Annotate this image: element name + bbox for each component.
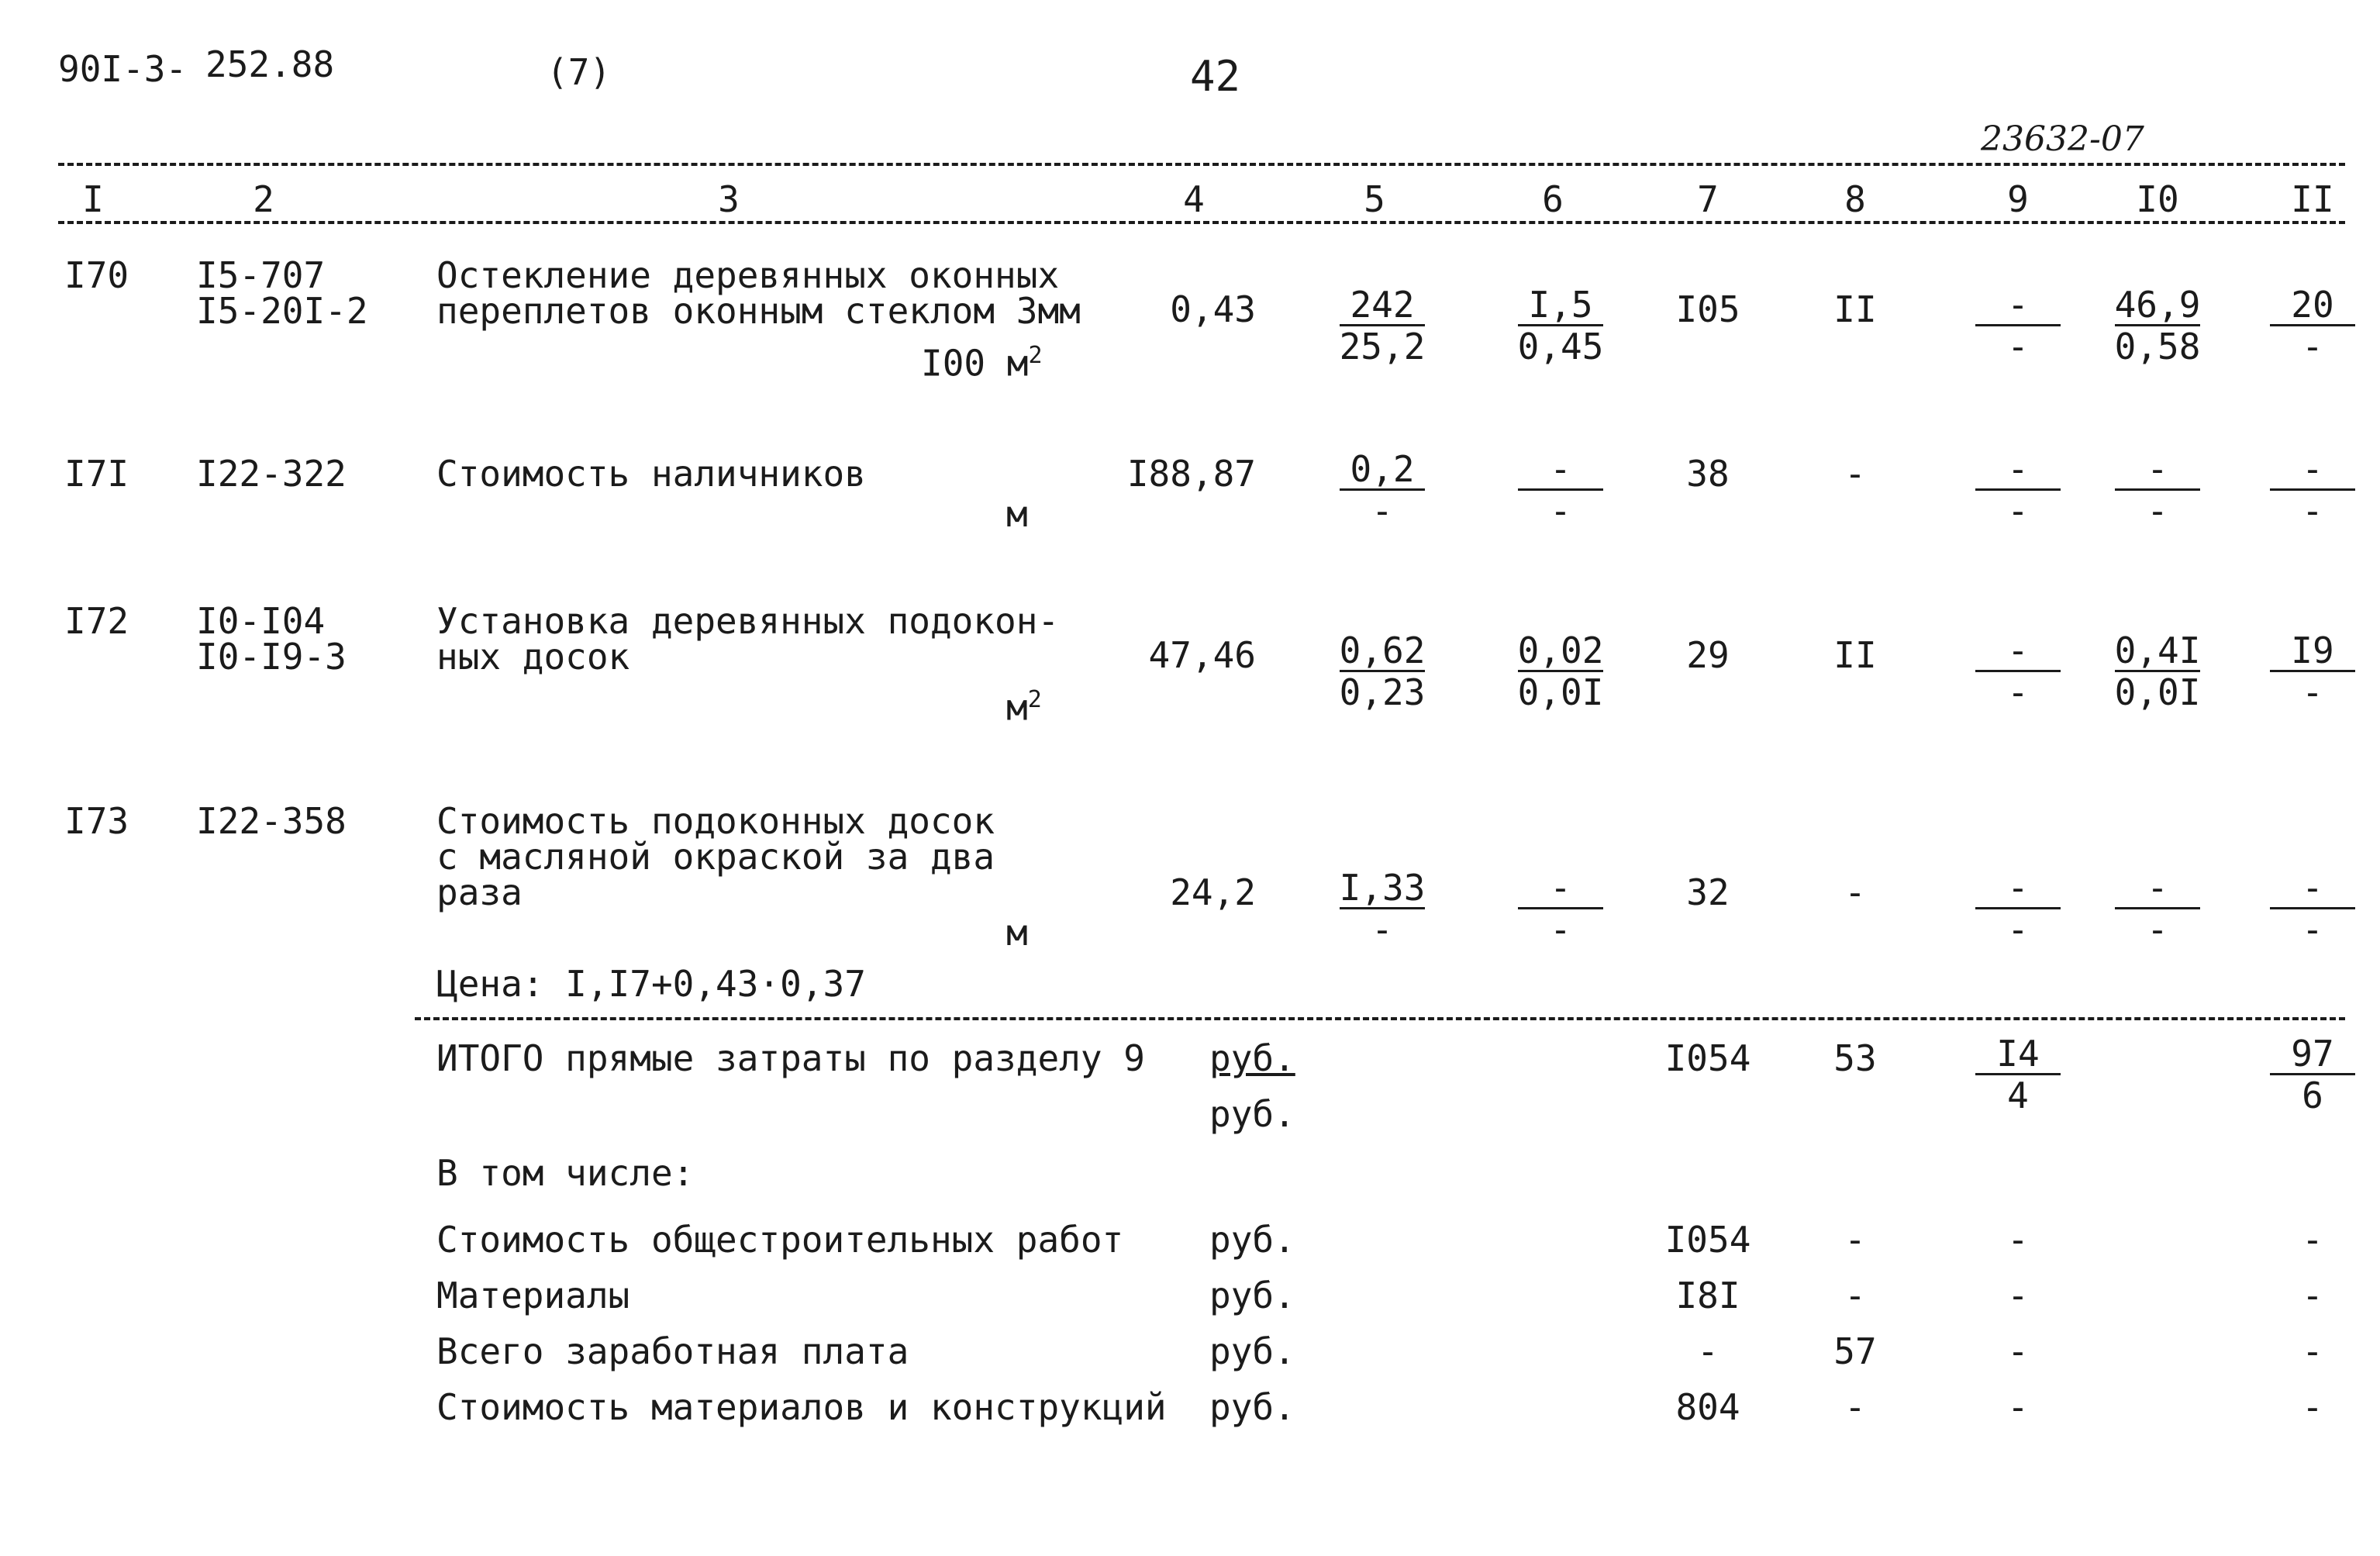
work-description: Стоимость подоконных досок [436, 800, 995, 842]
page-number: 42 [1190, 52, 1241, 101]
breakdown-unit: руб. [1209, 1330, 1295, 1372]
norm-code: I0-I9-3 [196, 636, 347, 678]
column-header: 8 [1844, 178, 1866, 220]
work-description: Установка деревянных подокон- [436, 600, 1060, 642]
unit-of-measure: м [1006, 912, 1028, 954]
norm-code: I5-20I-2 [196, 290, 368, 332]
col8-value: II [1833, 634, 1877, 676]
column-header: 5 [1364, 178, 1385, 220]
work-description: ных досок [436, 636, 630, 678]
breakdown-unit: руб. [1209, 1275, 1295, 1316]
col6-value: - - [1510, 450, 1611, 531]
breakdown-col11: - [2302, 1330, 2323, 1372]
col10-value: - - [2107, 868, 2208, 950]
breakdown-unit: руб. [1209, 1219, 1295, 1261]
col8-value: II [1833, 288, 1877, 330]
unit-of-measure: $м^2$ [1006, 686, 1042, 729]
work-description: раза [436, 871, 523, 913]
column-header: 9 [2007, 178, 2029, 220]
col9-value: - - [1968, 868, 2068, 950]
row-number: I72 [64, 600, 129, 642]
col7-value: 29 [1686, 634, 1730, 676]
col5-value: 242 25,2 [1339, 284, 1426, 367]
header-bottom-rule [58, 221, 2345, 224]
col6-value: 0,02 0,0I [1517, 630, 1604, 713]
col5-value: 0,2 - [1332, 450, 1433, 531]
breakdown-col8: - [1844, 1275, 1866, 1316]
breakdown-col9: - [2007, 1219, 2029, 1261]
quantity: 47,46 [1148, 634, 1256, 676]
column-header: 7 [1697, 178, 1719, 220]
row-number: I7I [64, 453, 129, 495]
norm-code: I22-358 [196, 800, 347, 842]
column-header: 4 [1183, 178, 1205, 220]
col11-value: - - [2262, 450, 2363, 531]
breakdown-col11: - [2302, 1386, 2323, 1428]
col9-value: - - [1968, 450, 2068, 531]
col6-value: I,5 0,45 [1517, 284, 1604, 367]
breakdown-col8: 57 [1833, 1330, 1877, 1372]
col11-value: I9 - [2262, 631, 2363, 712]
norm-code: I0-I04 [196, 600, 326, 642]
price-formula: Цена: I,I7+0,43·0,37 [436, 963, 866, 1005]
col5-value: I,33 - [1339, 867, 1426, 951]
section-number: (7) [547, 51, 612, 93]
breakdown-col7: 804 [1675, 1386, 1740, 1428]
breakdown-col7: I054 [1664, 1219, 1751, 1261]
col7-value: I05 [1675, 288, 1740, 330]
work-description: Стоимость наличников [436, 453, 866, 495]
col11-value: - - [2262, 868, 2363, 950]
breakdown-col9: - [2007, 1330, 2029, 1372]
doc-number: 252.88 [205, 43, 335, 85]
totals-unit: руб. [1209, 1093, 1295, 1135]
archive-stamp: 23632-07 [1981, 119, 2144, 159]
work-description: с масляной окраской за два [436, 836, 995, 878]
breakdown-label: Стоимость материалов и конструкций [436, 1386, 1167, 1428]
totals-rule [415, 1017, 2345, 1020]
breakdown-col7: I8I [1675, 1275, 1740, 1316]
breakdown-col8: - [1844, 1386, 1866, 1428]
work-description: переплетов оконным стеклом 3мм [436, 290, 1081, 332]
col10-value: 46,9 0,58 [2114, 284, 2201, 367]
breakdown-col9: - [2007, 1275, 2029, 1316]
totals-col11: 97 6 [2262, 1034, 2363, 1116]
col10-value: - - [2107, 450, 2208, 531]
doc-number-prefix: 90I-3- [58, 48, 188, 90]
column-header: II [2291, 178, 2334, 220]
including-label: В том числе: [436, 1152, 695, 1194]
totals-col9: I4 4 [1968, 1034, 2068, 1116]
column-header: 2 [253, 178, 274, 220]
row-number: I73 [64, 800, 129, 842]
totals-label: ИТОГО прямые затраты по разделу 9 [436, 1037, 1145, 1079]
work-description: Остекление деревянных оконных [436, 254, 1060, 296]
col8-value: - [1844, 453, 1866, 495]
breakdown-label: Всего заработная плата [436, 1330, 909, 1372]
col7-value: 32 [1686, 871, 1730, 913]
column-header: I0 [2136, 178, 2179, 220]
unit-of-measure: I00 $м^2$ [921, 342, 1043, 385]
row-number: I70 [64, 254, 129, 296]
col8-value: - [1844, 871, 1866, 913]
breakdown-col8: - [1844, 1219, 1866, 1261]
totals-unit: руб. [1209, 1037, 1295, 1079]
header-top-rule [58, 163, 2345, 166]
breakdown-col11: - [2302, 1219, 2323, 1261]
col10-value: 0,4I 0,0I [2114, 630, 2201, 713]
col11-value: 20 - [2262, 285, 2363, 367]
norm-code: I22-322 [196, 453, 347, 495]
breakdown-label: Материалы [436, 1275, 630, 1316]
norm-code: I5-707 [196, 254, 326, 296]
column-header: 3 [718, 178, 740, 220]
col5-value: 0,62 0,23 [1339, 630, 1426, 713]
column-header: 6 [1542, 178, 1564, 220]
breakdown-col11: - [2302, 1275, 2323, 1316]
totals-col7: I054 [1664, 1037, 1751, 1079]
breakdown-unit: руб. [1209, 1386, 1295, 1428]
unit-of-measure: м [1006, 493, 1028, 535]
totals-col8: 53 [1833, 1037, 1877, 1079]
quantity: I88,87 [1126, 453, 1256, 495]
breakdown-label: Стоимость общестроительных работ [436, 1219, 1124, 1261]
breakdown-col9: - [2007, 1386, 2029, 1428]
col9-value: - - [1968, 631, 2068, 712]
col9-value: - - [1968, 285, 2068, 367]
quantity: 0,43 [1170, 288, 1256, 330]
col7-value: 38 [1686, 453, 1730, 495]
col6-value: - - [1510, 868, 1611, 950]
quantity: 24,2 [1170, 871, 1256, 913]
column-header: I [82, 178, 104, 220]
breakdown-col7: - [1697, 1330, 1719, 1372]
